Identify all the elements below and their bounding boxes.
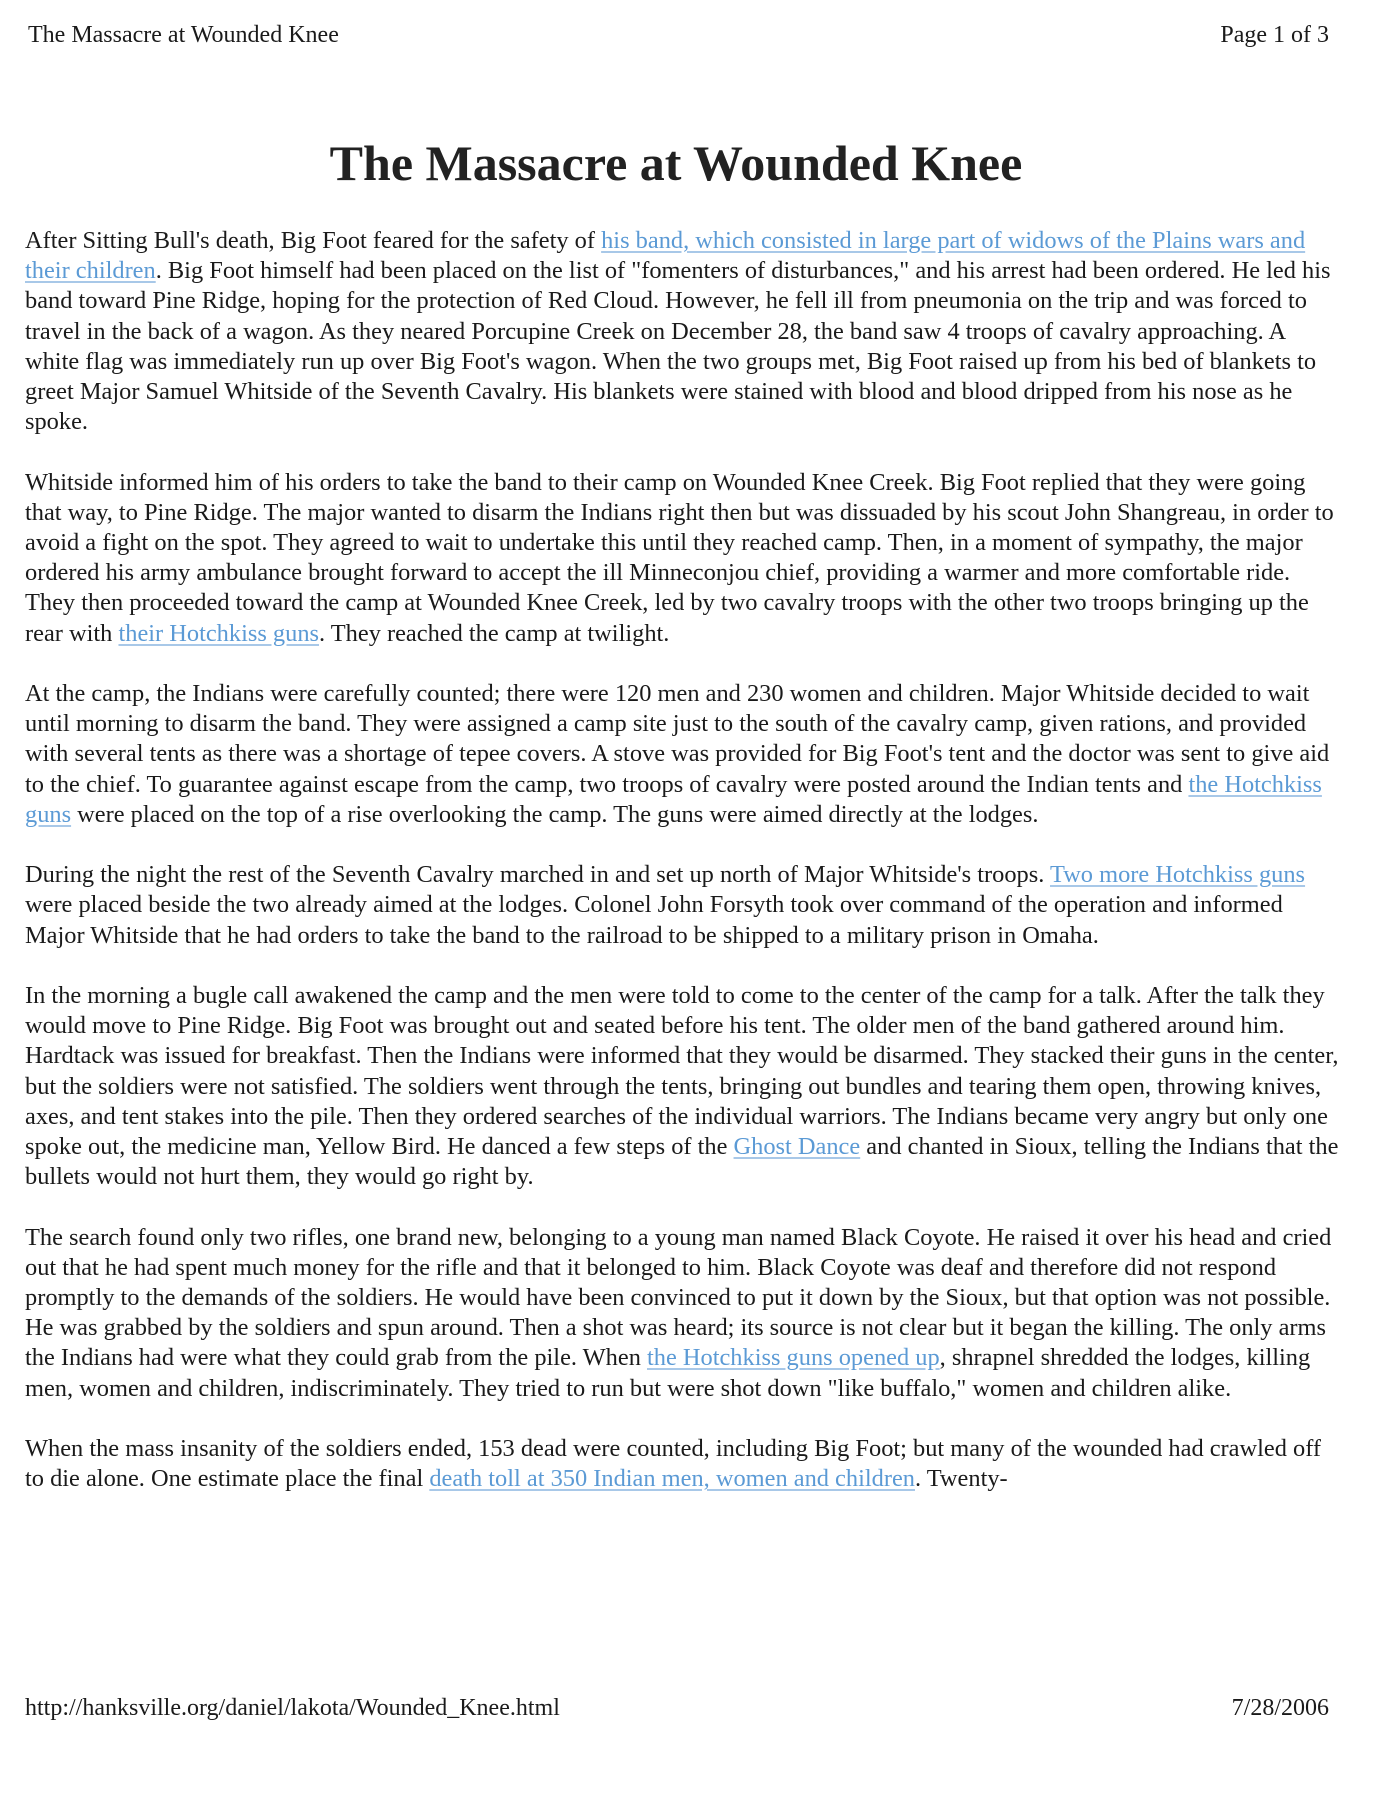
- header-document-title: The Massacre at Wounded Knee: [28, 22, 339, 48]
- link-two-more-hotchkiss-guns[interactable]: Two more Hotchkiss guns: [1050, 861, 1306, 889]
- paragraph-5: [25, 981, 1343, 1192]
- link-death-toll[interactable]: death toll at 350 Indian men, women and children: [429, 1465, 915, 1493]
- print-footer: [25, 1695, 1329, 1725]
- paragraph-3-text-a: At the camp, the Indians were carefully counted; there were 120 men and 230 women and children. Major Whitside decided to wait until morning to disarm the band. They were assigned a camp site just to the south of the cavalry camp, given rations, and provided with several tents as there was a shortage of tepee covers. A stove was provided for Big Foot's tent and the doctor was sent to give aid to the chief. To guarantee against escape from the camp, two troops of cavalry were posted around the Indian tents and: [25, 680, 1330, 798]
- footer-date: 7/28/2006: [1231, 1695, 1329, 1721]
- paragraph-1-text-a: After Sitting Bull's death, Big Foot feared for the safety of: [25, 227, 602, 254]
- paragraph-5-text-b: and chanted in Sioux, telling the Indians that the bullets would not hurt them, they would go right by.: [25, 1133, 1339, 1191]
- footer-url: http://hanksville.org/daniel/lakota/Wounded_Knee.html: [25, 1695, 560, 1721]
- print-header: [28, 22, 1329, 52]
- paragraph-3-text-b: were placed on the top of a rise overlooking the camp. The guns were aimed directly at the lodges.: [71, 800, 1039, 828]
- paragraph-4: [25, 860, 1343, 951]
- article-body: [25, 226, 1343, 1525]
- link-their-hotchkiss-guns[interactable]: their Hotchkiss guns: [118, 619, 320, 647]
- paragraph-1: [25, 226, 1343, 437]
- paragraph-6-text-a: The search found only two rifles, one brand new, belonging to a young man named Black Coyote. He raised it over his head and cried out that he had spent much money for the rifle and that it belonged to him. Black Coyote was deaf and therefore did not respond promptly to the demands of the soldiers. He would have been convinced to put it down by the Sioux, but that option was not possible. He was grabbed by the soldiers and spun around. Then a shot was heard; its source is not clear but it began the killing. The only arms the Indians had were what they could grab from the pile. When: [25, 1223, 1332, 1372]
- paragraph-4-text-b: were placed beside the two already aimed at the lodges. Colonel John Forsyth took over command of the operation and informed Major Whitside that he had orders to take the band to the railroad to be shipped to a military prison in Omaha.: [25, 891, 1283, 949]
- paragraph-2-text-b: . They reached the camp at twilight.: [319, 619, 670, 647]
- article-title: The Massacre at Wounded Knee: [329, 135, 1023, 191]
- link-ghost-dance[interactable]: Ghost Dance: [733, 1133, 861, 1161]
- paragraph-7: [25, 1434, 1343, 1494]
- paragraph-4-text-a: During the night the rest of the Seventh Cavalry marched in and set up north of Major Whitside's troops.: [25, 861, 1050, 889]
- header-page-number: Page 1 of 3: [1220, 22, 1329, 48]
- paragraph-6-text-b: , shrapnel shredded the lodges, killing men, women and children, indiscriminately. They tried to run but were shot down "like buffalo," women and children alike.: [25, 1344, 1311, 1402]
- paragraph-1-text-b: . Big Foot himself had been placed on the list of "fomenters of disturbances," and his arrest had been ordered. He led his band toward Pine Ridge, hoping for the protection of Red Cloud. However, he fell ill from pneumonia on the trip and was forced to travel in the back of a wagon. As they neared Porcupine Creek on December 28, the band saw 4 troops of cavalry approaching. A white flag was immediately run up over Big Foot's wagon. When the two groups met, Big Foot raised up from his bed of blankets to greet Major Samuel Whitside of the Seventh Cavalry. His blankets were stained with blood and blood dripped from his nose as he spoke.: [25, 257, 1331, 436]
- paragraph-3: [25, 679, 1343, 830]
- link-the-hotchkiss-guns[interactable]: the Hotchkiss guns: [25, 770, 1322, 828]
- paragraph-5-text-a: In the morning a bugle call awakened the camp and the men were told to come to the center of the camp for a talk. After the talk they would move to Pine Ridge. Big Foot was brought out and seated before his tent. The older men of the band gathered around him. Hardtack was issued for breakfast. Then the Indians were informed that they would be disarmed. They stacked their guns in the center, but the soldiers were not satisfied. The soldiers went through the tents, bringing out bundles and tearing them open, throwing knives, axes, and tent stakes into the pile. Then they ordered searches of the individual warriors. The Indians became very angry but only one spoke out, the medicine man, Yellow Bird. He danced a few steps of the: [25, 982, 1339, 1161]
- link-big-foot-band[interactable]: his band, which consisted in large part of widows of the Plains wars and their children: [25, 227, 1306, 285]
- paragraph-7-text-a: When the mass insanity of the soldiers ended, 153 dead were counted, including Big Foot; but many of the wounded had crawled off to die alone. One estimate place the final: [25, 1435, 1322, 1493]
- paragraph-7-text-b: . Twenty-: [914, 1465, 1008, 1493]
- paragraph-6: [25, 1223, 1343, 1404]
- paragraph-2-text-a: Whitside informed him of his orders to take the band to their camp on Wounded Knee Creek. Big Foot replied that they were going that way, to Pine Ridge. The major wanted to disarm the Indians right then but was dissuaded by his scout John Shangreau, in order to avoid a fight on the spot. They agreed to wait to undertake this until they reached camp. Then, in a moment of sympathy, the major ordered his army ambulance brought forward to accept the ill Minneconjou chief, providing a warmer and more comfortable ride. They then proceeded toward the camp at Wounded Knee Creek, led by two cavalry troops with the other two troops bringing up the rear with: [25, 468, 1334, 647]
- paragraph-2: [25, 468, 1343, 649]
- link-hotchkiss-guns-opened-up[interactable]: the Hotchkiss guns opened up: [647, 1344, 940, 1372]
